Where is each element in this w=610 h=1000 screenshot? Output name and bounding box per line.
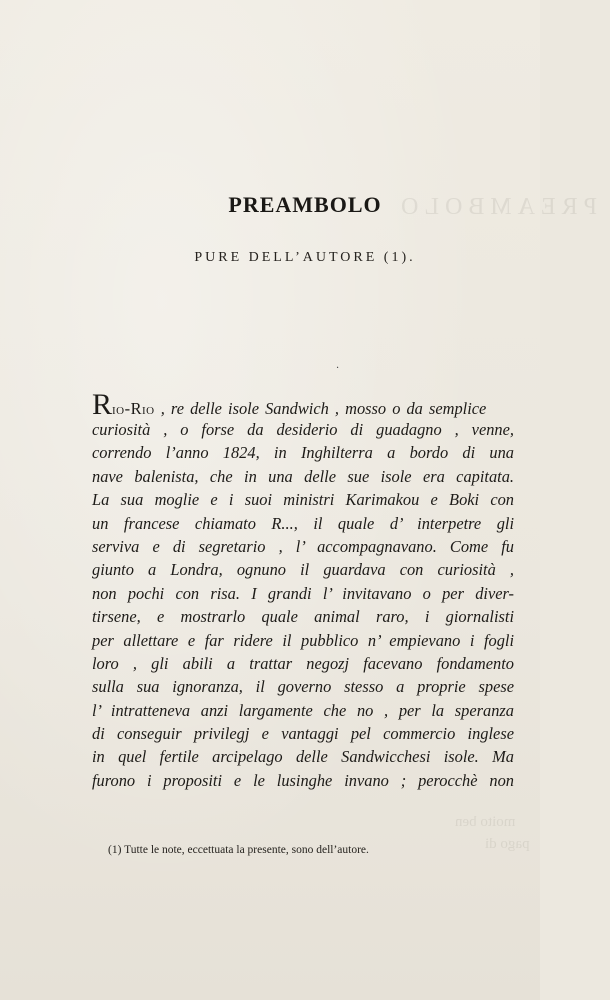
- text-line: giunto a Londra, ognuno il guardava con curiosità ,: [92, 560, 514, 580]
- name-smallcaps: io-Rio: [112, 399, 155, 418]
- show-through-text: pago di: [485, 836, 530, 852]
- text-line: curiosità , o forse da desiderio di guadagno , venne,: [92, 420, 514, 439]
- show-through-title: PREAMBOLO: [395, 194, 598, 220]
- page-subtitle: PURE DELL’AUTORE (1).: [194, 250, 416, 265]
- text-line: di conseguir privilegj e vantaggi pel commercio inglese: [92, 724, 514, 744]
- footnote: (1) Tutte le note, eccettuata la presente, sono dell’autore.: [108, 844, 369, 856]
- page-title: PREAMBOLO: [228, 192, 382, 217]
- ornament-dot: ·: [336, 363, 340, 374]
- text-line: l’ intratteneva anzi largamente che no , per la speranza: [92, 700, 514, 720]
- show-through-text: moito ben: [455, 814, 516, 830]
- text-line: furono i propositi e le lusinghe invano ; perocchè non: [92, 770, 514, 790]
- text-line: per allettare e far ridere il pubblico n’ empievano i fogli: [92, 630, 514, 650]
- text-line: tirsene, e mostrarlo quale animal raro, i giornalisti: [92, 607, 514, 627]
- text-line: correndo l’anno 1824, in Inghilterra a bordo di una: [92, 443, 514, 463]
- text-line: nave balenista, che in una delle sue isole era capitata.: [92, 466, 514, 486]
- body-paragraph: [92, 388, 514, 792]
- text-line: La sua moglie e i suoi ministri Karimakou e Boki con: [92, 490, 514, 510]
- text-line: sulla sua ignoranza, il governo stesso a proprie spese: [92, 677, 514, 697]
- text-line: loro , gli abili a trattar negozj facevano fondamento: [92, 653, 514, 673]
- text-line: [92, 388, 514, 421]
- text-line: serviva e di segretario , l’ accompagnavano. Come fu: [92, 536, 514, 556]
- drop-cap: R: [92, 388, 113, 421]
- text-line: non pochi con risa. I grandi l’ invitavano o per diver-: [92, 583, 514, 603]
- text-line: in quel fertile arcipelago delle Sandwicchesi isole. Ma: [92, 747, 514, 767]
- text-line: un francese chiamato R..., il quale d’ interpetre gli: [92, 513, 514, 533]
- text-line-rest: , re delle isole Sandwich , mosso o da semplice: [160, 399, 487, 418]
